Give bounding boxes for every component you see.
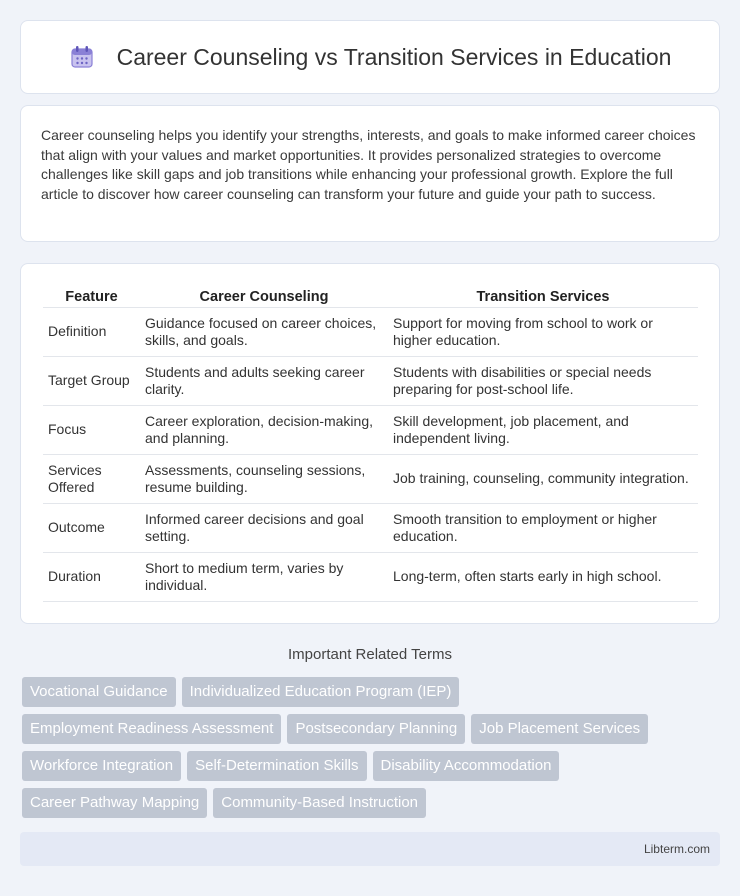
career-counseling-cell: Informed career decisions and goal setting. <box>140 504 388 553</box>
feature-cell: Services Offered <box>43 455 140 504</box>
tag-community-based-instruction[interactable]: Community-Based Instruction <box>213 788 426 818</box>
related-terms-title: Important Related Terms <box>288 646 452 663</box>
career-counseling-cell: Students and adults seeking career clarity. <box>140 357 388 406</box>
page-title: Career Counseling vs Transition Services in Education <box>116 43 672 70</box>
feature-cell: Outcome <box>43 504 140 553</box>
tag-job-placement-services[interactable]: Job Placement Services <box>471 714 648 744</box>
feature-cell: Focus <box>43 406 140 455</box>
feature-cell: Duration <box>43 553 140 602</box>
table-header-row <box>43 284 698 308</box>
comparison-card <box>20 263 720 624</box>
header-transition-services: Transition Services <box>388 284 698 308</box>
table-row <box>43 357 698 406</box>
tag-disability-accommodation[interactable]: Disability Accommodation <box>373 751 560 781</box>
tag-iep[interactable]: Individualized Education Program (IEP) <box>182 677 460 707</box>
career-counseling-cell: Assessments, counseling sessions, resume building. <box>140 455 388 504</box>
comparison-table <box>43 284 698 602</box>
career-counseling-cell: Short to medium term, varies by individual. <box>140 553 388 602</box>
header-feature: Feature <box>43 284 140 308</box>
header <box>69 44 672 71</box>
header-card <box>20 20 720 94</box>
tag-employment-readiness-assessment[interactable]: Employment Readiness Assessment <box>22 714 281 744</box>
intro-text: Career counseling helps you identify your strengths, interests, and goals to make informed career choices that align with your values and market opportunities. It provides personalized strategies to overcome challenges like skill gaps and job transitions while enhancing your professional growth. Explore the full article to discover how career counseling can transform your future and guide your path to success. <box>41 127 696 202</box>
feature-cell: Target Group <box>43 357 140 406</box>
career-counseling-cell: Career exploration, decision-making, and planning. <box>140 406 388 455</box>
intro-card <box>20 105 720 242</box>
tag-self-determination-skills[interactable]: Self-Determination Skills <box>187 751 366 781</box>
table-row <box>43 308 698 357</box>
tag-career-pathway-mapping[interactable]: Career Pathway Mapping <box>22 788 207 818</box>
transition-services-cell: Students with disabilities or special needs preparing for post-school life. <box>388 357 698 406</box>
footer <box>20 832 720 866</box>
transition-services-cell: Long-term, often starts early in high school. <box>388 553 698 602</box>
table-row <box>43 455 698 504</box>
tag-postsecondary-planning[interactable]: Postsecondary Planning <box>287 714 465 744</box>
calendar-icon <box>69 44 95 70</box>
feature-cell: Definition <box>43 308 140 357</box>
footer-site-link[interactable]: Libterm.com <box>643 842 710 856</box>
tag-vocational-guidance[interactable]: Vocational Guidance <box>22 677 176 707</box>
transition-services-cell: Skill development, job placement, and independent living. <box>388 406 698 455</box>
table-row <box>43 504 698 553</box>
table-row <box>43 553 698 602</box>
related-terms-list <box>22 677 722 825</box>
transition-services-cell: Smooth transition to employment or higher education. <box>388 504 698 553</box>
header-career-counseling: Career Counseling <box>140 284 388 308</box>
transition-services-cell: Job training, counseling, community integration. <box>388 455 698 504</box>
tag-workforce-integration[interactable]: Workforce Integration <box>22 751 181 781</box>
table-row <box>43 406 698 455</box>
career-counseling-cell: Guidance focused on career choices, skills, and goals. <box>140 308 388 357</box>
transition-services-cell: Support for moving from school to work or higher education. <box>388 308 698 357</box>
